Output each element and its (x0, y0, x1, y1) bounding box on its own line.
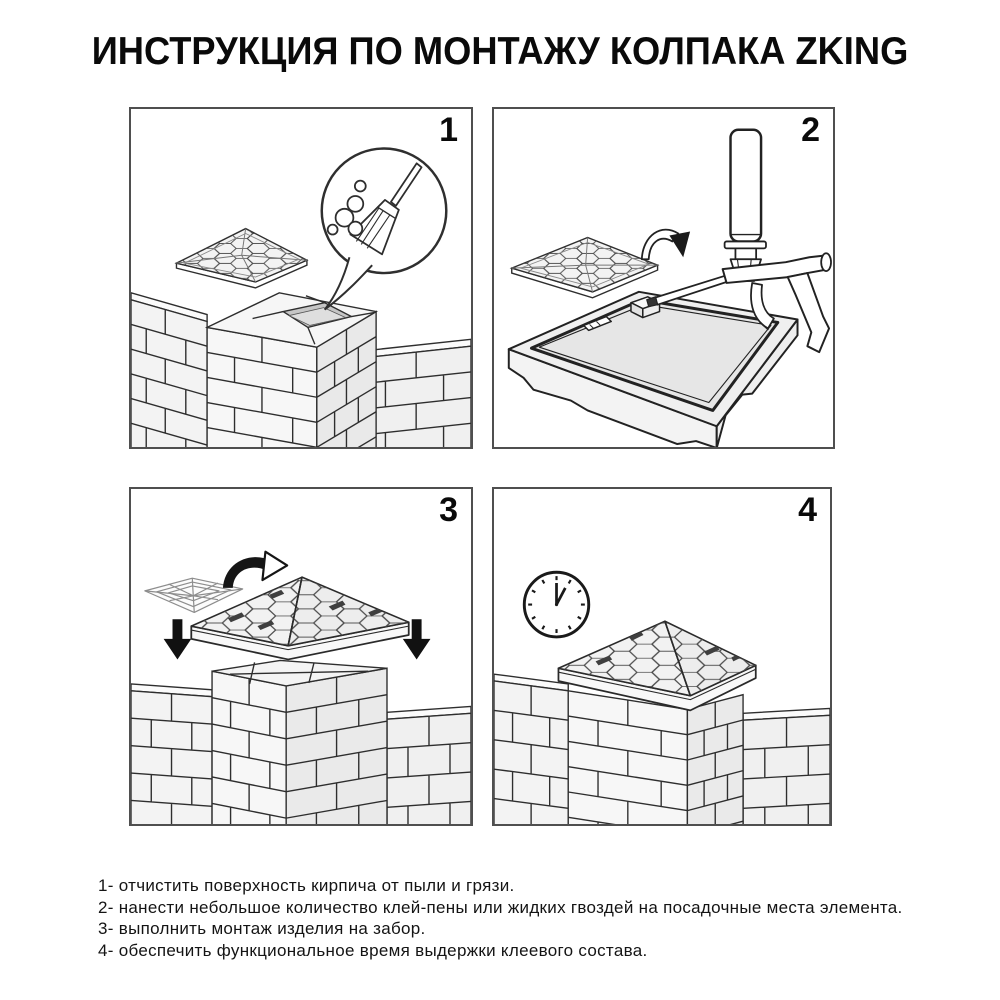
cap-icon (171, 223, 314, 292)
cap-icon (506, 232, 664, 301)
instruction-line-3: 3- выполнить монтаж изделия на забор. (98, 919, 426, 938)
brick-wall-left (131, 293, 207, 447)
cap-underside-tray (509, 292, 798, 447)
page-title: ИНСТРУКЦИЯ ПО МОНТАЖУ КОЛПАКА ZKING (91, 30, 909, 73)
step-panel-4 (492, 487, 832, 826)
step-number-4: 4 (798, 491, 817, 529)
brick-pillar (212, 660, 387, 824)
step-number-2: 2 (801, 111, 820, 149)
step-number-1: 1 (439, 111, 458, 149)
step3-illustration (131, 489, 471, 824)
down-arrow-icon (164, 619, 192, 659)
step-number-3: 3 (439, 491, 458, 529)
step-panel-3 (129, 487, 473, 826)
brick-wall-right (743, 708, 830, 824)
brick-wall-left (494, 674, 568, 824)
brick-pillar (207, 293, 376, 447)
step1-illustration (131, 109, 471, 447)
instruction-line-1: 1- отчистить поверхность кирпича от пыли и грязи. (98, 876, 515, 895)
step2-illustration (494, 109, 833, 447)
step-panel-1 (129, 107, 473, 449)
flip-arrow-icon (642, 230, 690, 260)
instruction-line-4: 4- обеспечить функциональное время выдержки клеевого состава. (98, 940, 648, 960)
step-panel-2 (492, 107, 835, 449)
brick-wall-left (131, 684, 212, 824)
brick-wall-right (361, 339, 471, 447)
instruction-list (98, 875, 903, 961)
clock-icon (524, 572, 588, 637)
flip-arrow-icon (223, 552, 287, 588)
foam-canister (731, 130, 762, 242)
instruction-line-2: 2- нанести небольшое количество клей-пены или жидких гвоздей на посадочные места элемента. (98, 897, 903, 917)
brick-wall-right (387, 706, 471, 824)
gun-barrel (655, 274, 733, 305)
step4-illustration (494, 489, 830, 824)
brick-pillar (568, 691, 743, 824)
